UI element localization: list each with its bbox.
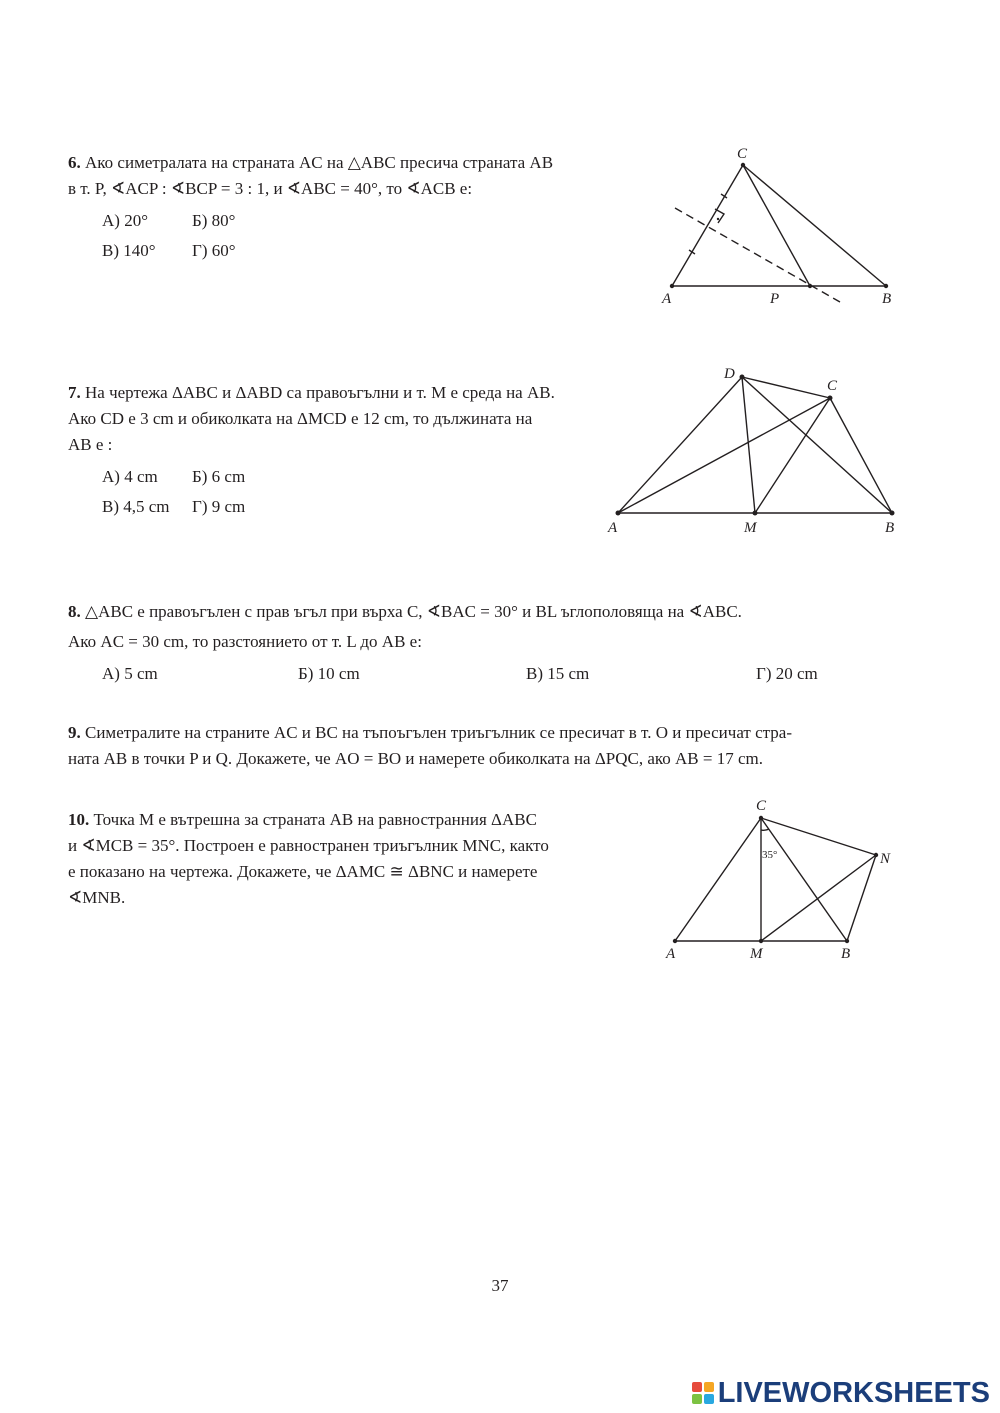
problem-7-text-3: AB е :: [68, 435, 113, 454]
problem-6-text-1: Ако симетралата на страната AC на △ABC пресича страната AB: [85, 153, 554, 172]
problem-7-option-d[interactable]: Г) 9 cm: [192, 497, 246, 516]
problem-6-option-b[interactable]: Б) 80°: [192, 211, 236, 230]
problem-7-figure: [600, 360, 910, 540]
fig10-label-a: A: [666, 946, 676, 962]
fig10-label-n: N: [880, 851, 891, 867]
problem-9: [68, 720, 938, 772]
problem-7-option-c[interactable]: В) 4,5 cm: [102, 497, 170, 516]
fig7-label-d: D: [724, 366, 735, 382]
problem-8-option-d[interactable]: Г) 20 cm: [756, 664, 818, 683]
problem-7-option-b[interactable]: Б) 6 cm: [192, 467, 246, 486]
fig6-label-p: P: [770, 291, 780, 307]
problem-7-options-row-2: [68, 494, 613, 524]
problem-6-figure: [650, 140, 910, 315]
problem-7: [68, 380, 613, 524]
fig7-label-a: A: [608, 520, 618, 536]
problem-10-text-3: е показано на чертежа. Докажете, че ΔAMC ≅ ΔBNC и намерете: [68, 862, 538, 881]
problem-9-number: 9.: [68, 723, 81, 742]
problem-8-option-a[interactable]: А) 5 cm: [102, 664, 158, 683]
logo-blocks-icon: [692, 1382, 714, 1404]
problem-10-line-1: [68, 807, 613, 833]
problem-6-option-c[interactable]: В) 140°: [102, 241, 156, 260]
logo-block-4: [704, 1394, 714, 1404]
problem-7-text-2: Ако CD е 3 cm и обиколката на ΔMCD е 12 cm, то дължината на: [68, 409, 533, 428]
fig10-angle-label: 35°: [762, 849, 778, 861]
problem-6-number: 6.: [68, 153, 81, 172]
problem-8-line-1: [68, 599, 928, 625]
problem-10-text-1: Точка М е вътрешна за страната AB на равностранния ΔABC: [93, 810, 537, 829]
problem-10: [68, 807, 613, 911]
fig6-label-a: A: [662, 291, 672, 307]
problem-9-text-1: Симетралите на страните AC и BC на тъпоъгълен триъгълник се пресичат в т. O и пресичат стра-: [85, 723, 793, 742]
problem-6-options-row-1: [68, 208, 613, 238]
problem-8-number: 8.: [68, 602, 81, 621]
problem-6-option-d[interactable]: Г) 60°: [192, 241, 236, 260]
problem-10-number: 10.: [68, 810, 90, 829]
problem-8-option-c[interactable]: В) 15 cm: [526, 664, 590, 683]
logo-block-2: [704, 1382, 714, 1392]
problem-8: [68, 599, 928, 691]
problem-6: [68, 150, 613, 268]
logo-text: LIVEWORKSHEETS: [717, 1376, 990, 1409]
problem-8-options-row: [68, 661, 928, 691]
problem-6-option-a[interactable]: А) 20°: [102, 211, 148, 230]
fig10-label-c: C: [756, 798, 767, 814]
fig7-label-m: M: [744, 520, 757, 536]
problem-8-text-1: △ABC е правоъгълен с прав ъгъл при върха C, ∢BAC = 30° и BL ъглополовяща на ∢ABC.: [85, 602, 742, 621]
problem-6-line-1: [68, 150, 613, 176]
problem-6-options-row-2: [68, 238, 613, 268]
problem-10-text-2: и ∢MCB = 35°. Построен е равностранен триъгълник MNC, както: [68, 836, 549, 855]
problem-8-option-b[interactable]: Б) 10 cm: [298, 664, 360, 683]
problem-6-text-2: в т. P, ∢ACP : ∢BCP = 3 : 1, и ∢ABC = 40°, то ∢ACB е:: [68, 179, 473, 198]
fig10-label-b: B: [841, 946, 851, 962]
fig10-label-m: M: [750, 946, 763, 962]
fig6-label-b: B: [882, 291, 892, 307]
fig7-label-c: C: [827, 378, 838, 394]
page-number: 37: [491, 1276, 509, 1295]
problem-10-figure: [660, 795, 900, 970]
problem-9-line-1: [68, 720, 938, 746]
problem-7-option-a[interactable]: А) 4 cm: [102, 467, 158, 486]
problem-10-text-4: ∢MNB.: [68, 888, 126, 907]
problem-9-text-2: ната AB в точки P и Q. Докажете, че AO = BO и намерете обиколката на ΔPQC, ако AB = 17 cm.: [68, 749, 763, 768]
problem-7-text-1: На чертежа ΔABC и ΔABD са правоъгълни и т. M е среда на AB.: [85, 383, 555, 402]
problem-8-text-2: Ако AC = 30 cm, то разстоянието от т. L до AB е:: [68, 632, 422, 651]
problem-7-line-1: [68, 380, 613, 406]
fig7-label-b: B: [885, 520, 895, 536]
liveworksheets-logo[interactable]: [692, 1376, 990, 1410]
logo-block-1: [692, 1382, 702, 1392]
problem-7-options-row-1: [68, 464, 613, 494]
logo-block-3: [692, 1394, 702, 1404]
fig6-label-c: C: [737, 146, 748, 162]
problem-7-number: 7.: [68, 383, 81, 402]
